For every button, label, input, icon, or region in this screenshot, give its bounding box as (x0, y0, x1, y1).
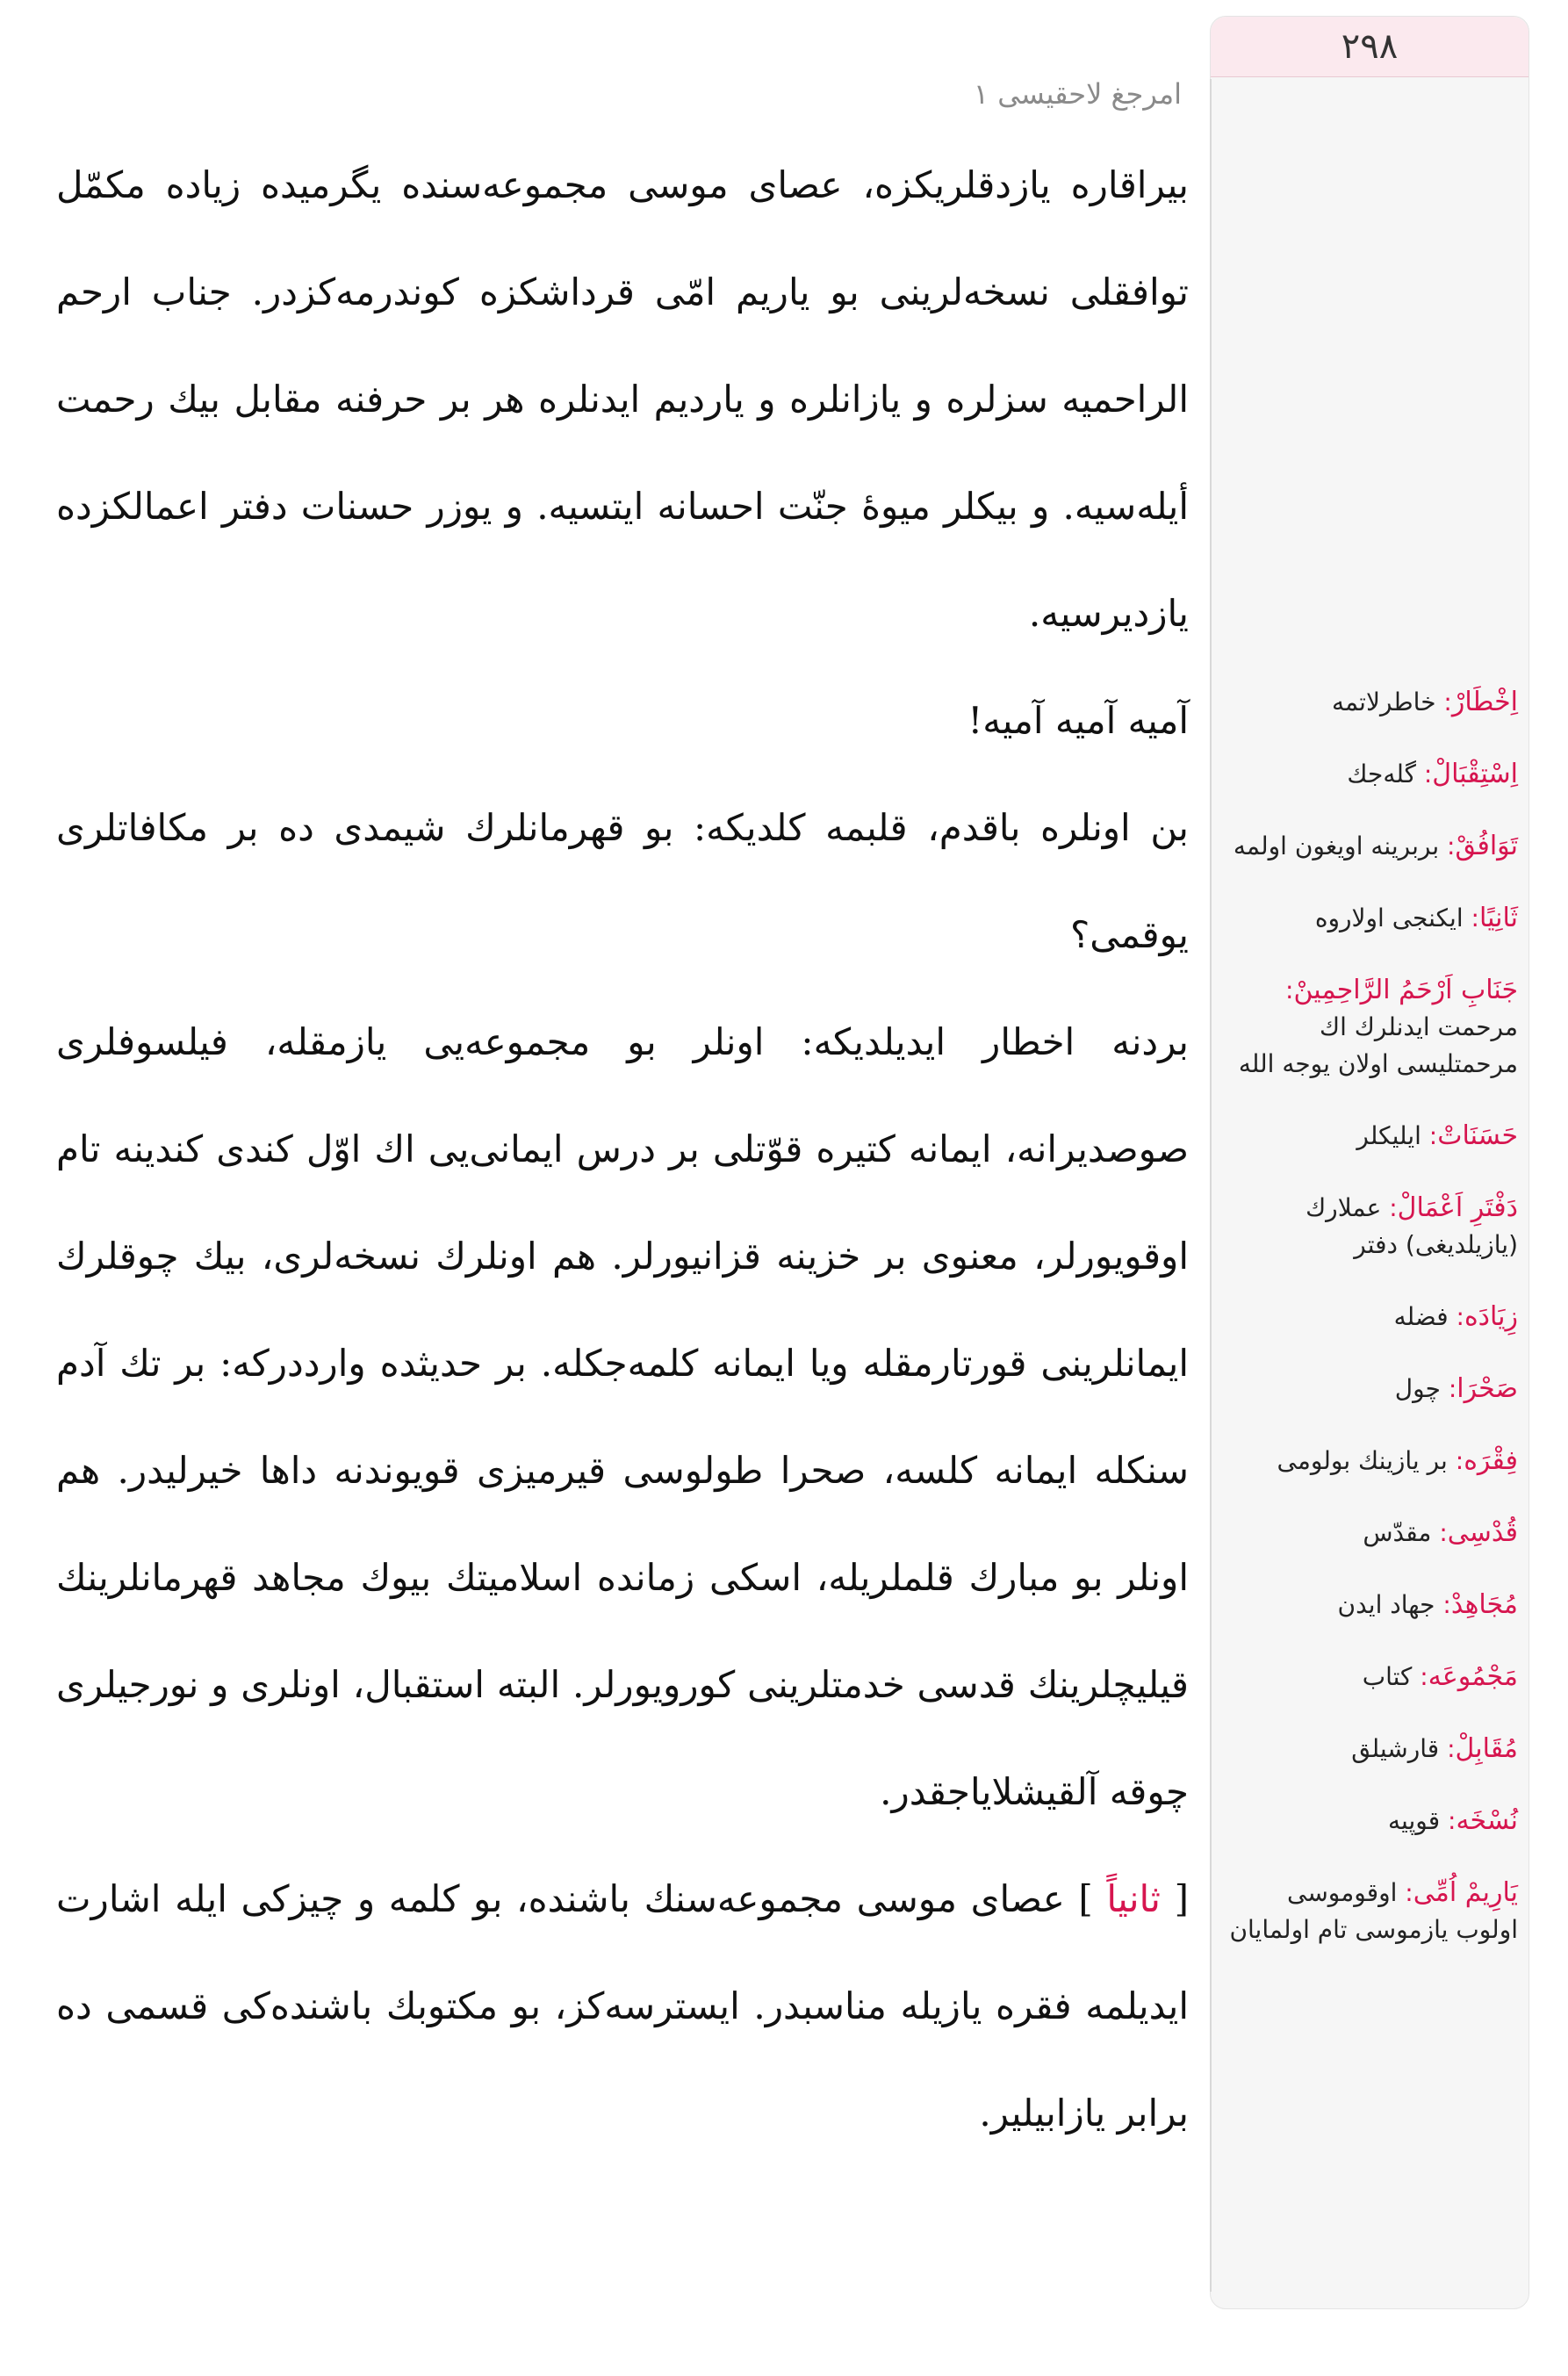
glossary-item: قُدْسِى: مقدّس (1363, 1517, 1518, 1548)
paragraph: بیراقاره یازدقلریکزه، عصای موسی مجموعه‌سنده یگرمیده زیاده مکمّل توافقلی نسخه‌لرینی بو یاریم امّی قرداشکزه کوندرمه‌کزدر. جناب ارحم الراحمیه سزلره و یازانلره و یاردیم ایدنلره هر بر حرفنه مقابل بیك رحمت أیله‌سیه. و بیکلر میوهٔ جنّت احسانه ایتسیه. و یوزر حسنات دفتر اعمالکزده یازدیرسیه. (56, 163, 1189, 635)
amen-line: آمیه آمیه آمیه! (967, 699, 1189, 742)
glossary-item: زِيَادَه: فضله (1393, 1301, 1518, 1332)
glossary-item: اِسْتِقْبَالْ: گله‌جك (1347, 759, 1518, 789)
glossary-sidebar (1210, 16, 1529, 2309)
glossary-item: جَنَابِ اَرْحَمُ الرَّاحِمِينْ: مرحمت ایدنلرك اك مرحمتلیسی اولان یوجه الله (1238, 975, 1518, 1078)
glossary-item: دَفْتَرِ اَعْمَالْ: عملارك (یازیلدیغی) دفتر (1305, 1192, 1518, 1259)
glossary-item: اِخْطَارْ: خاطرلاتمه (1331, 687, 1518, 717)
column-divider (1210, 79, 1212, 2292)
main-text (56, 132, 1189, 2167)
glossary-item: حَسَنَاتْ: ایلیکلر (1356, 1120, 1518, 1151)
glossary-item: يَارِيمْ اُمِّى: اوقوموسی اولوب یازموسی تام اولمایان (1229, 1877, 1518, 1944)
glossary-item: ثَانِيًا: ایکنجی اولاروه (1314, 903, 1518, 933)
glossary-item: مُقَابِلْ: قارشیلق (1351, 1733, 1518, 1764)
paragraph: بن اونلره باقدم، قلبمه کلدیکه: بو قهرمانلرك شیمدی ده بر مکافاتلری یوقمی؟ (56, 806, 1190, 956)
paragraph: بردنه اخطار ایدیلدیکه: اونلر بو مجموعه‌یی یازمقله، فیلسوفلری صوصدیرانه، ایمانه کتیره قوّتلی بر درس ایمانی‌یی اك اوّل کندی کندینه تام اوقویورلر، معنوی بر خزینه قزانیورلر. هم اونلرك نسخه‌لری، بیك چوقلرك ایمانلرینی قورتارمقله ویا ایمانه کلمه‌جکله. بر حدیثده وارددرکه: بر تك آدم سنکله ایمانه کلسه، صحرا طولوسی قیرمیزی قویوندنه داها خیرلیدر. هم اونلر بو مبارك قلملریله، اسکی زمانده اسلامیتك بیوك مجاهد قهرمانلرینك قیلیچلرینك قدسی خدمتلرینی کورویورلر. البته استقبال، اونلری و نورجیلری چوقه آلقیشلایاجقدر. (56, 1020, 1189, 1813)
paragraph: [ ثانیاً ] عصای موسی مجموعه‌سنك باشنده، بو کلمه و چیزکی ایله اشارت ایدیلمه فقره یازیله مناسبدر. ایسترسه‌کز، بو مکتوبك باشنده‌کی قسمی ده برابر یازابیلیر. (56, 1877, 1189, 2135)
section-marker: ثانیاً (1106, 1877, 1161, 1920)
glossary-item: صَحْرَا: چول (1394, 1373, 1518, 1404)
glossary-item: مَجْمُوعَه: کتاب (1362, 1661, 1518, 1692)
glossary-list (1223, 684, 1518, 1984)
glossary-item: مُجَاهِدْ: جهاد ایدن (1337, 1589, 1518, 1620)
page-number: ۲۹۸ (1211, 17, 1528, 77)
glossary-item: فِقْرَه: بر یازینك بولومی (1277, 1445, 1518, 1476)
glossary-item: نُسْخَه: قوپیه (1387, 1805, 1518, 1836)
glossary-item: تَوَافُقْ: بربرینه اویغون اولمه (1233, 831, 1518, 861)
running-head: امرجغ لاحقیسی ۱ (973, 77, 1182, 111)
